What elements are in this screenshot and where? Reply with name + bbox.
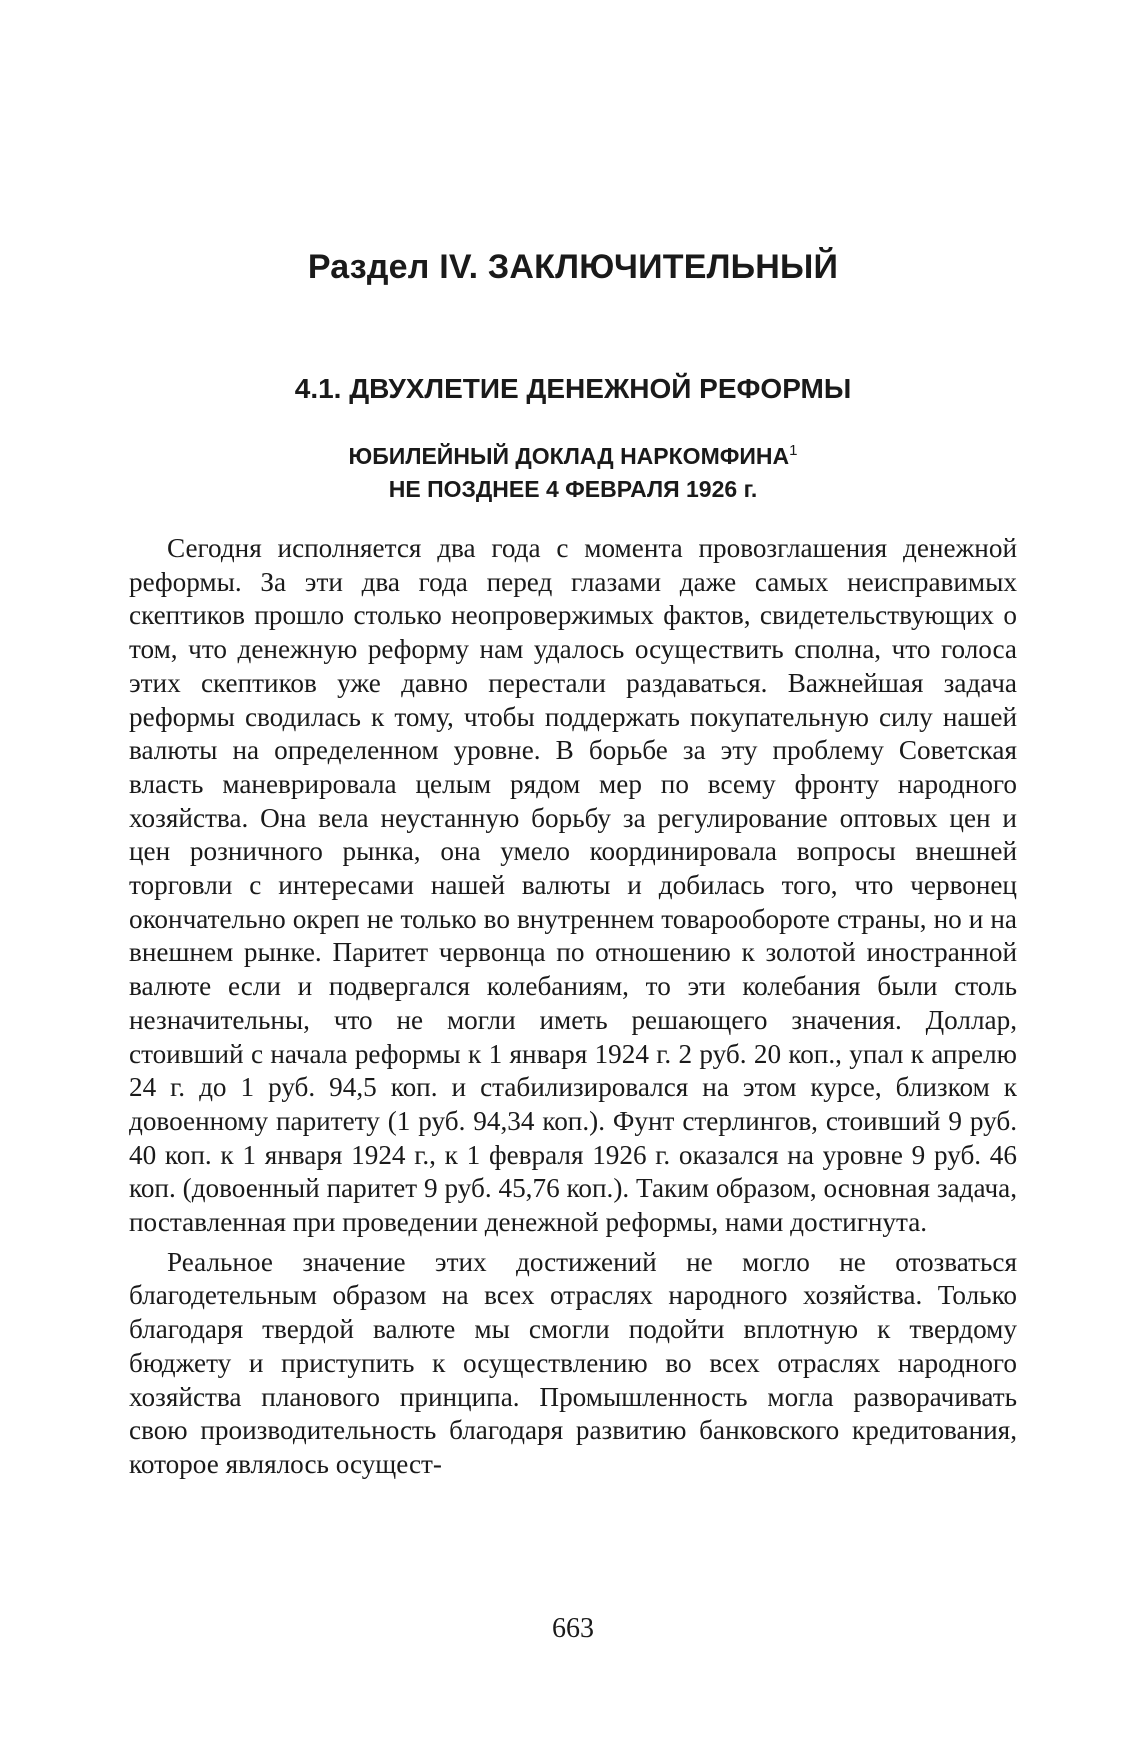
section-title: Раздел IV. ЗАКЛЮЧИТЕЛЬНЫЙ (307, 248, 839, 286)
document-heading-line1: ЮБИЛЕЙНЫЙ ДОКЛАД НАРКОМФИНА (348, 443, 790, 469)
page-number: 663 (552, 1613, 594, 1644)
document-heading (0, 440, 1146, 506)
body-text (129, 532, 1017, 1488)
chapter-title: 4.1. ДВУХЛЕТИЕ ДЕНЕЖНОЙ РЕФОРМЫ (294, 373, 852, 404)
paragraph-1: Сегодня исполняется два года с момента провозглашения денежной реформы. За эти два года перед глазами даже самых неисправимых скептиков прошло столько неопровержимых фактов, свидетельствующих о том, что денежную реформу нам удалось осуществить сполна, что голоса этих скептиков уже давно перестали раздаваться. Важнейшая задача реформы сводилась к тому, чтобы поддержать покупательную силу нашей валюты на определенном уровне. В борьбе за эту проблему Советская власть маневрировала целым рядом мер по всему фронту народного хозяйства. Она вела неустанную борьбу за регулирование оптовых цен и цен розничного рынка, она умело координировала вопросы внешней торговли с интересами нашей валюты и добилась того, что червонец окончательно окреп не только во внутреннем товарообороте страны, но и на внешнем рынке. Паритет червонца по отношению к золотой иностранной валюте если и подвергался колебаниям, то эти колебания были столь незначительны, что не могли иметь решающего значения. Доллар, стоивший с начала реформы к 1 января 1924 г. 2 руб. 20 коп., упал к апрелю 24 г. до 1 руб. 94,5 коп. и стабилизировался на этом курсе, близком к довоенному паритету (1 руб. 94,34 коп.). Фунт стерлингов, стоивший 9 руб. 40 коп. к 1 января 1924 г., к 1 февраля 1926 г. оказался на уровне 9 руб. 46 коп. (довоенный паритет 9 руб. 45,76 коп.). Таким образом, основная задача, поставленная при проведении денежной реформы, нами достигнута. (129, 533, 1017, 1238)
paragraph-2: Реальное значение этих достижений не могло не отозваться благодетельным образом на всех отраслях народного хозяйства. Только благодаря твердой валюте мы смогли подойти вплотную к твердому бюджету и приступить к осуществлению во всех отраслях народного хозяйства планового принципа. Промышленность могла разворачивать свою производительность благодаря развитию банковского кредитования, которое являлось осущест- (129, 1246, 1017, 1479)
footnote-marker[interactable]: 1 (789, 442, 798, 459)
document-heading-line2: НЕ ПОЗДНЕЕ 4 ФЕВРАЛЯ 1926 г. (388, 476, 758, 502)
